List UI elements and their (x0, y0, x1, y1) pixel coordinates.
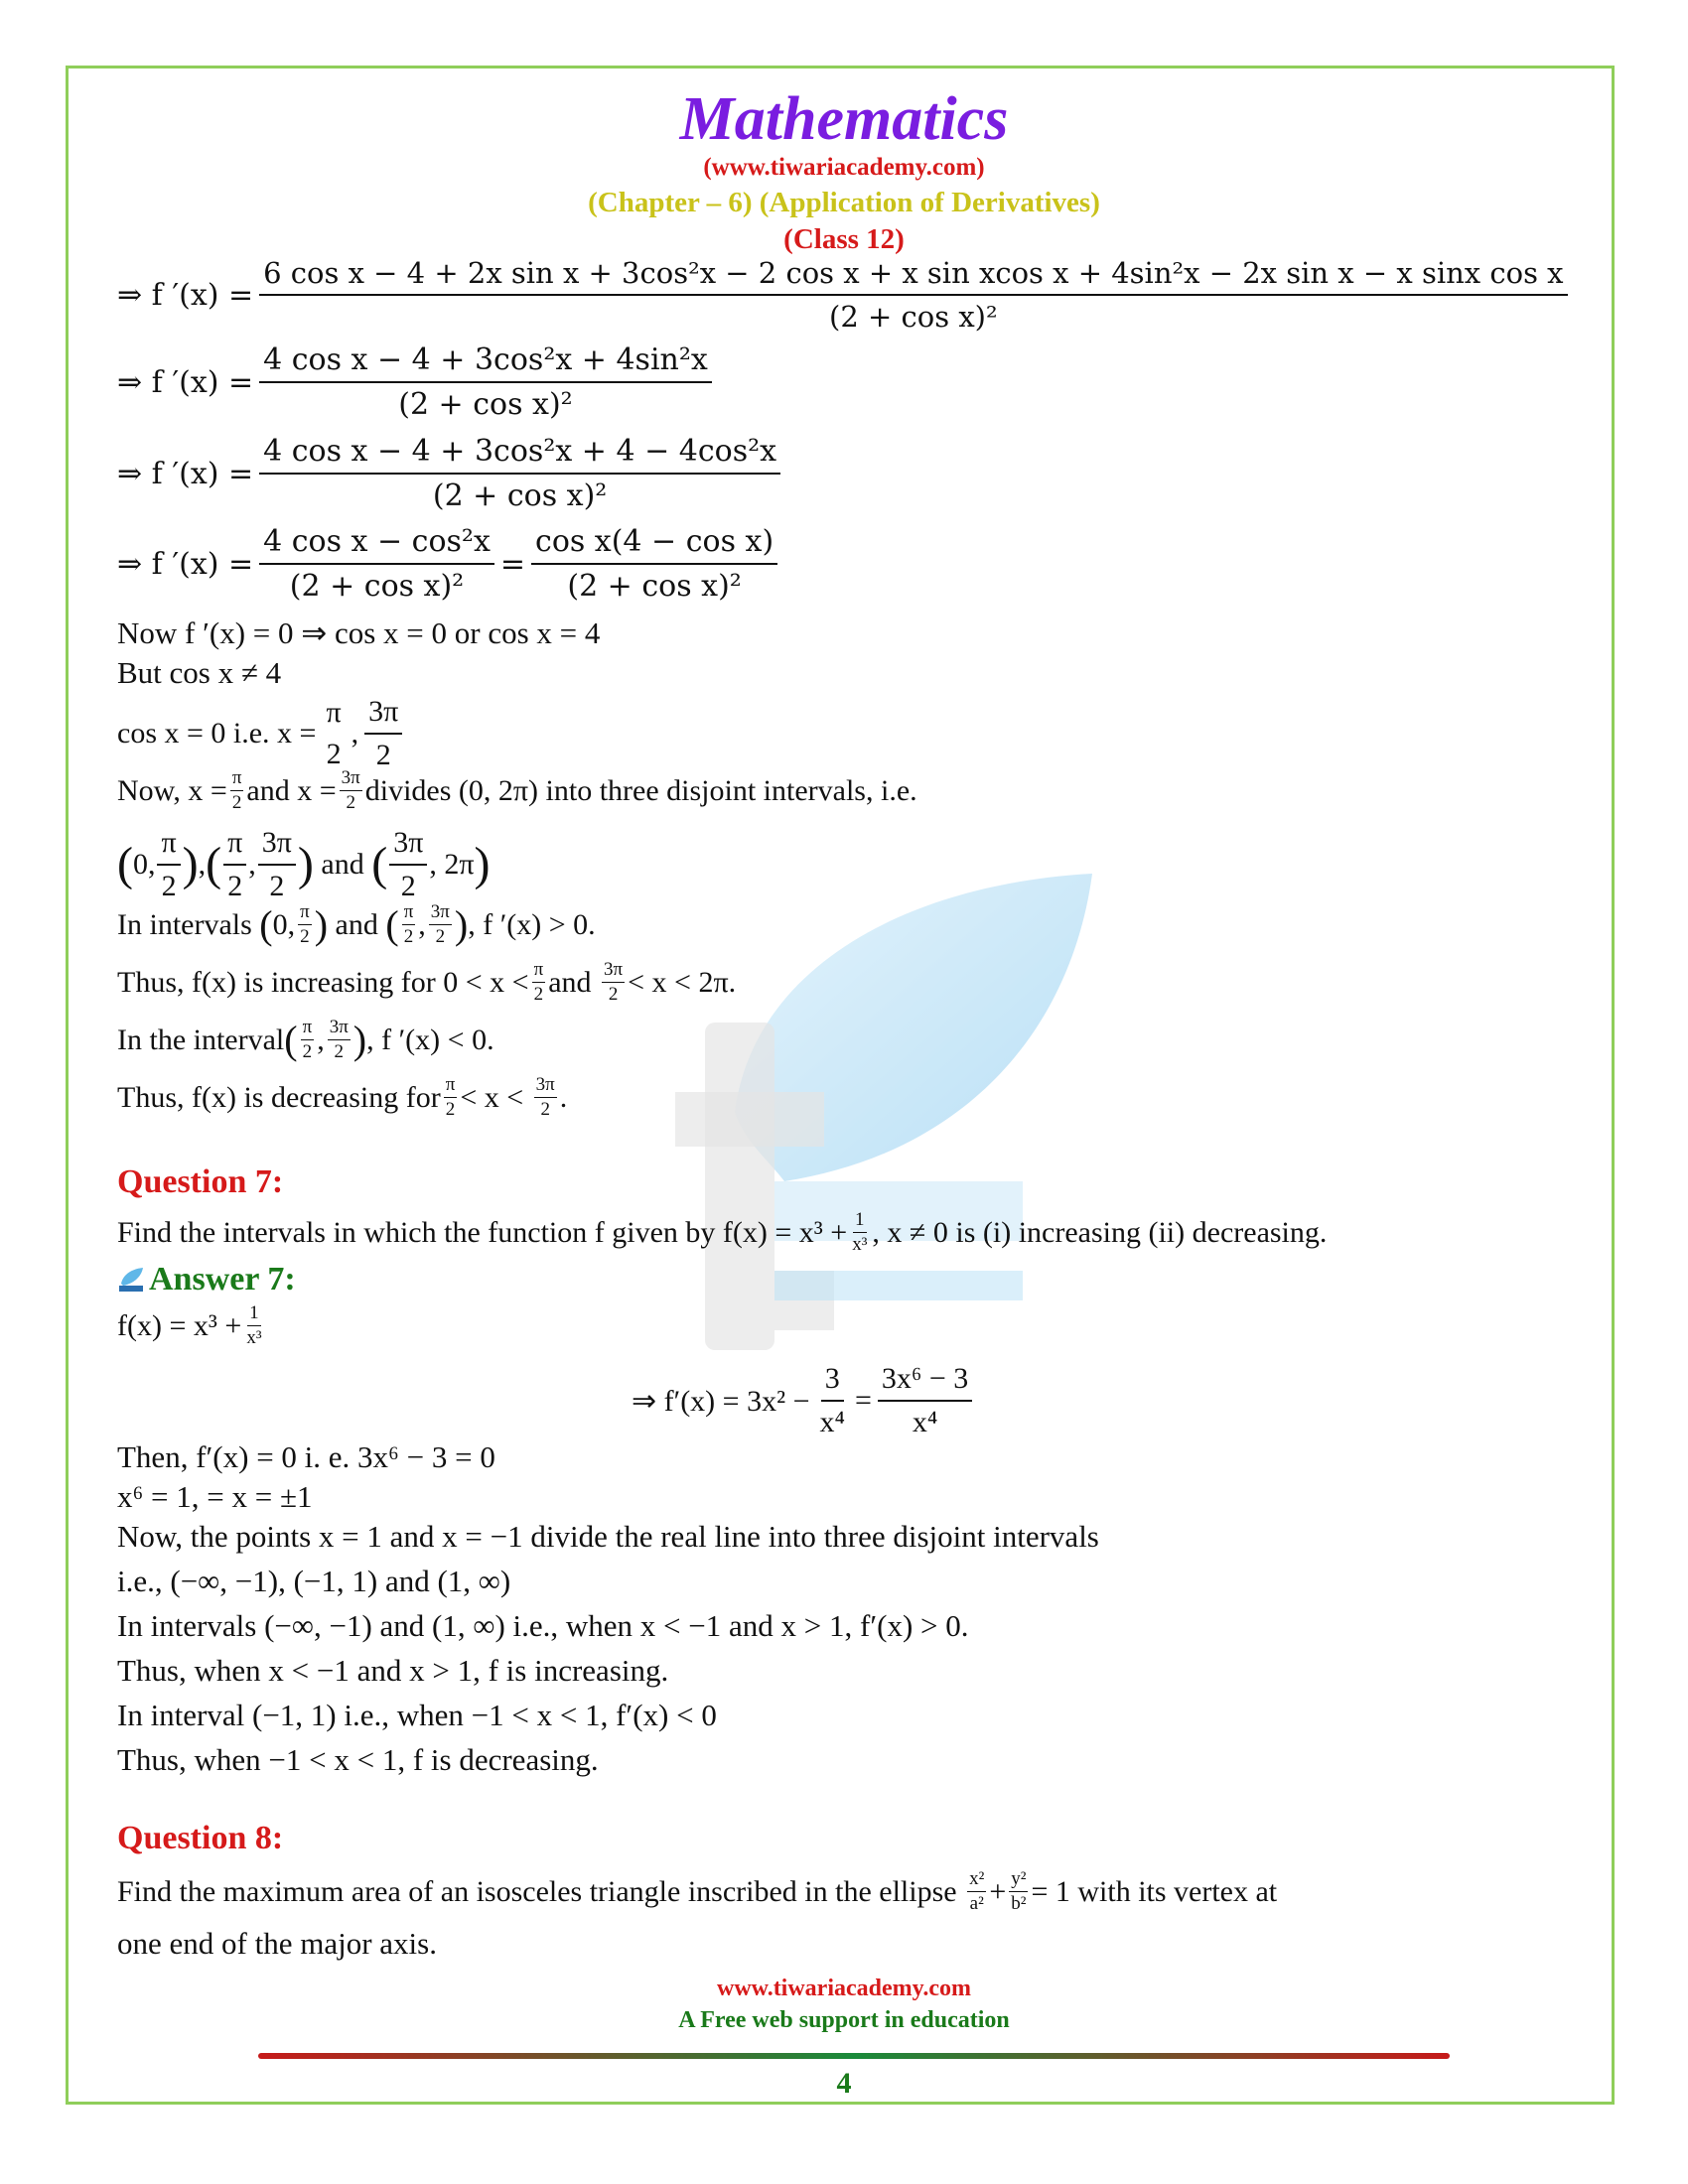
den: b² (1011, 1893, 1027, 1914)
small-fraction (402, 901, 416, 948)
fraction-denominator: (2 + cos x)² (829, 300, 998, 334)
derivation-line-4 (117, 524, 783, 604)
den: 2 (540, 1099, 550, 1120)
num: 3π (258, 826, 296, 866)
paren: ( (284, 1017, 298, 1062)
answer-7-derivative (632, 1362, 978, 1439)
paren: ( (206, 838, 222, 890)
text: , f ′(x) > 0. (468, 907, 596, 941)
question-8-text-cont: one end of the major axis. (117, 1926, 437, 1961)
comma: , (248, 848, 256, 881)
den: 2 (334, 1041, 344, 1062)
derivation-prefix: ⇒ f ′(x) = (117, 546, 254, 582)
paren: ) (297, 838, 314, 890)
answer-label-text: Answer 7: (149, 1261, 296, 1297)
footer-tagline: A Free web support in education (678, 2007, 1010, 2033)
answer-7-then: Then, f′(x) = 0 i. e. 3x⁶ − 3 = 0 (117, 1439, 495, 1474)
question-8-text (117, 1868, 1277, 1915)
thus-decreasing-line (117, 1074, 567, 1121)
text: 0, (272, 907, 296, 941)
text: . (559, 1080, 568, 1114)
paren: ( (371, 838, 388, 890)
text: x = (297, 773, 337, 807)
derivation-prefix: ⇒ f ′(x) = (117, 277, 254, 313)
text: and (335, 907, 378, 941)
answer-7-fx (117, 1302, 267, 1349)
fraction (816, 1362, 849, 1439)
answer-7-thus-inc: Thus, when x < −1 and x > 1, f is increasing. (117, 1653, 669, 1688)
footer-divider (258, 2053, 1450, 2059)
footer-website: www.tiwariacademy.com (717, 1976, 971, 2001)
num: y² (1009, 1868, 1028, 1892)
answer-7-points: Now, the points x = 1 and x = −1 divide the real line into three disjoint intervals (117, 1519, 1099, 1554)
small-fraction (230, 767, 244, 814)
derivation-prefix: ⇒ f ′(x) = (117, 364, 254, 400)
num: 3π (328, 1017, 351, 1040)
small-fraction (602, 959, 625, 1006)
fraction (259, 256, 1567, 334)
den: 2 (302, 1041, 313, 1062)
den: 2 (346, 792, 355, 813)
fraction (258, 826, 296, 903)
num: x² (967, 1868, 986, 1892)
text: Find the intervals in which the function f given by f(x) = x³ + (117, 1215, 848, 1249)
fraction-denominator: (2 + cos x)² (567, 569, 742, 604)
text: + (989, 1874, 1007, 1908)
text: f(x) = x³ + (117, 1308, 242, 1342)
paren: ) (182, 838, 199, 890)
num: 3π (389, 826, 427, 866)
den: x⁴ (912, 1406, 938, 1438)
fraction-numerator: 4 cos x − 4 + 3cos²x + 4 − 4cos²x (259, 434, 780, 475)
paren: ( (385, 901, 399, 947)
small-fraction (534, 1074, 557, 1121)
num: 3π (429, 901, 452, 925)
paren: ( (259, 901, 273, 947)
thus-increasing-line (117, 959, 736, 1006)
fraction (259, 342, 712, 422)
answer-7-label (117, 1261, 296, 1298)
derivation-line-2 (117, 342, 718, 422)
small-fraction (244, 1302, 263, 1349)
den: x³ (852, 1234, 868, 1255)
fraction-numerator: cos x(4 − cos x) (531, 524, 777, 565)
increasing-intervals-line (117, 901, 596, 948)
num: 1 (853, 1209, 867, 1233)
text: Thus, f(x) is decreasing for (117, 1080, 441, 1114)
comma: , (418, 907, 426, 941)
comma: , (351, 717, 359, 750)
tiwari-logo-icon (117, 1266, 145, 1294)
den: 2 (403, 926, 414, 947)
text: Find the maximum area of an isosceles triangle inscribed in the ellipse (117, 1874, 957, 1908)
den: 2 (227, 870, 243, 902)
equals-sign: = (499, 546, 526, 582)
fraction (157, 826, 180, 903)
small-fraction (967, 1868, 986, 1915)
question-7-text (117, 1209, 1327, 1256)
den: 2 (269, 870, 285, 902)
fraction-denominator: 2 (326, 738, 342, 770)
den: 2 (608, 984, 619, 1005)
text: Now, x = (117, 773, 227, 807)
text: , f ′(x) < 0. (366, 1023, 494, 1056)
small-fraction (340, 767, 362, 814)
answer-7-x6: x⁶ = 1, = x = ±1 (117, 1479, 313, 1514)
num: 1 (247, 1302, 261, 1326)
small-fraction (850, 1209, 869, 1256)
divides-line (117, 767, 917, 814)
num: 3 (821, 1362, 844, 1402)
paren: ( (117, 838, 133, 890)
page-title: Mathematics (679, 85, 1009, 153)
question-7-label: Question 7: (117, 1163, 284, 1200)
den: 2 (300, 926, 310, 947)
num: π (301, 1017, 315, 1040)
small-fraction (1009, 1868, 1028, 1915)
fraction-numerator: 4 cos x − cos²x (259, 524, 494, 565)
fraction (259, 524, 494, 604)
fraction (878, 1362, 972, 1439)
den: x⁴ (819, 1406, 845, 1438)
text: , 2π (429, 848, 475, 881)
num: π (230, 767, 244, 791)
fraction-denominator: 2 (375, 739, 391, 771)
answer-7-in-intervals: In intervals (−∞, −1) and (1, ∞) i.e., when x < −1 and x > 1, f′(x) > 0. (117, 1608, 969, 1643)
fraction-3pi-over-2 (364, 695, 402, 772)
den: 2 (445, 1099, 456, 1120)
text: cos x = 0 i.e. x = (117, 717, 317, 750)
fraction (531, 524, 777, 604)
question-8-label: Question 8: (117, 1820, 284, 1856)
small-fraction (298, 901, 312, 948)
text: , x ≠ 0 is (i) increasing (ii) decreasing. (872, 1215, 1328, 1249)
fraction (223, 826, 246, 903)
fraction-numerator: 3π (364, 695, 402, 735)
paren: ) (314, 901, 329, 947)
text: ⇒ f′(x) = 3x² − (632, 1384, 810, 1418)
num: π (532, 959, 546, 983)
intervals-list (117, 826, 491, 903)
derivation-line-3 (117, 434, 786, 513)
answer-7-ie: i.e., (−∞, −1), (−1, 1) and (1, ∞) (117, 1564, 511, 1598)
comma: , (198, 848, 207, 881)
den: 2 (435, 926, 446, 947)
paren: ) (454, 901, 469, 947)
fraction (389, 826, 427, 903)
small-fraction (301, 1017, 315, 1063)
text: = (854, 1384, 872, 1417)
text: divides (0, 2π) into three disjoint intervals, i.e. (364, 773, 917, 807)
num: π (157, 826, 180, 866)
num: 3π (602, 959, 625, 983)
den: 2 (533, 984, 544, 1005)
num: 3π (534, 1074, 557, 1098)
small-fraction (429, 901, 452, 948)
small-fraction (444, 1074, 458, 1121)
paren: ) (352, 1017, 367, 1062)
text: In the interval (117, 1023, 285, 1056)
comma: , (317, 1023, 325, 1056)
answer-7-thus-dec: Thus, when −1 < x < 1, f is decreasing. (117, 1742, 599, 1777)
fraction-denominator: (2 + cos x)² (398, 387, 573, 422)
page-number: 4 (836, 2067, 852, 2100)
cos-zero-line (117, 695, 408, 772)
fraction-numerator: π (326, 696, 342, 729)
text: = 1 with its vertex at (1031, 1874, 1278, 1908)
paren: ) (474, 838, 491, 890)
small-fraction (532, 959, 546, 1006)
text: Thus, f(x) is increasing for 0 < x < (117, 965, 529, 999)
num: π (298, 901, 312, 925)
but-cos-line: But cos x ≠ 4 (117, 655, 282, 690)
num: π (223, 826, 246, 866)
fraction (259, 434, 780, 513)
den: a² (969, 1893, 984, 1914)
text: In intervals (117, 907, 252, 941)
den: 2 (161, 870, 177, 902)
fraction-denominator: (2 + cos x)² (289, 569, 465, 604)
fraction-pi-over-2 (322, 696, 345, 771)
text: 0, (132, 848, 156, 881)
num: π (402, 901, 416, 925)
text: and (246, 773, 290, 807)
num: 3x⁶ − 3 (878, 1362, 972, 1402)
answer-7-in-interval: In interval (−1, 1) i.e., when −1 < x < 1, f′(x) < 0 (117, 1698, 717, 1732)
derivation-line-1 (117, 256, 1574, 334)
small-fraction (328, 1017, 351, 1063)
derivation-prefix: ⇒ f ′(x) = (117, 456, 254, 491)
decreasing-interval-line (117, 1017, 494, 1063)
text: < x < 2π. (628, 965, 737, 999)
num: 3π (340, 767, 362, 791)
header-website: (www.tiwariacademy.com) (703, 154, 985, 181)
header-class: (Class 12) (783, 223, 905, 255)
fraction-numerator: 6 cos x − 4 + 2x sin x + 3cos²x − 2 cos x + x sin xcos x + 4sin²x − 2x sin x − x sinx cos x (259, 256, 1567, 296)
text: < x < (460, 1080, 524, 1114)
fraction-denominator: (2 + cos x)² (432, 478, 608, 513)
tiwari-academy-logo-icon (675, 854, 1102, 1370)
num: π (444, 1074, 458, 1098)
den: x³ (246, 1327, 262, 1348)
now-fprime-zero: Now f ′(x) = 0 ⇒ cos x = 0 or cos x = 4 (117, 615, 601, 650)
den: 2 (400, 870, 416, 902)
text: and (548, 965, 592, 999)
header-chapter: (Chapter – 6) (Application of Derivatives) (588, 187, 1100, 218)
den: 2 (231, 792, 242, 813)
text: and (321, 848, 364, 881)
fraction-numerator: 4 cos x − 4 + 3cos²x + 4sin²x (259, 342, 712, 383)
